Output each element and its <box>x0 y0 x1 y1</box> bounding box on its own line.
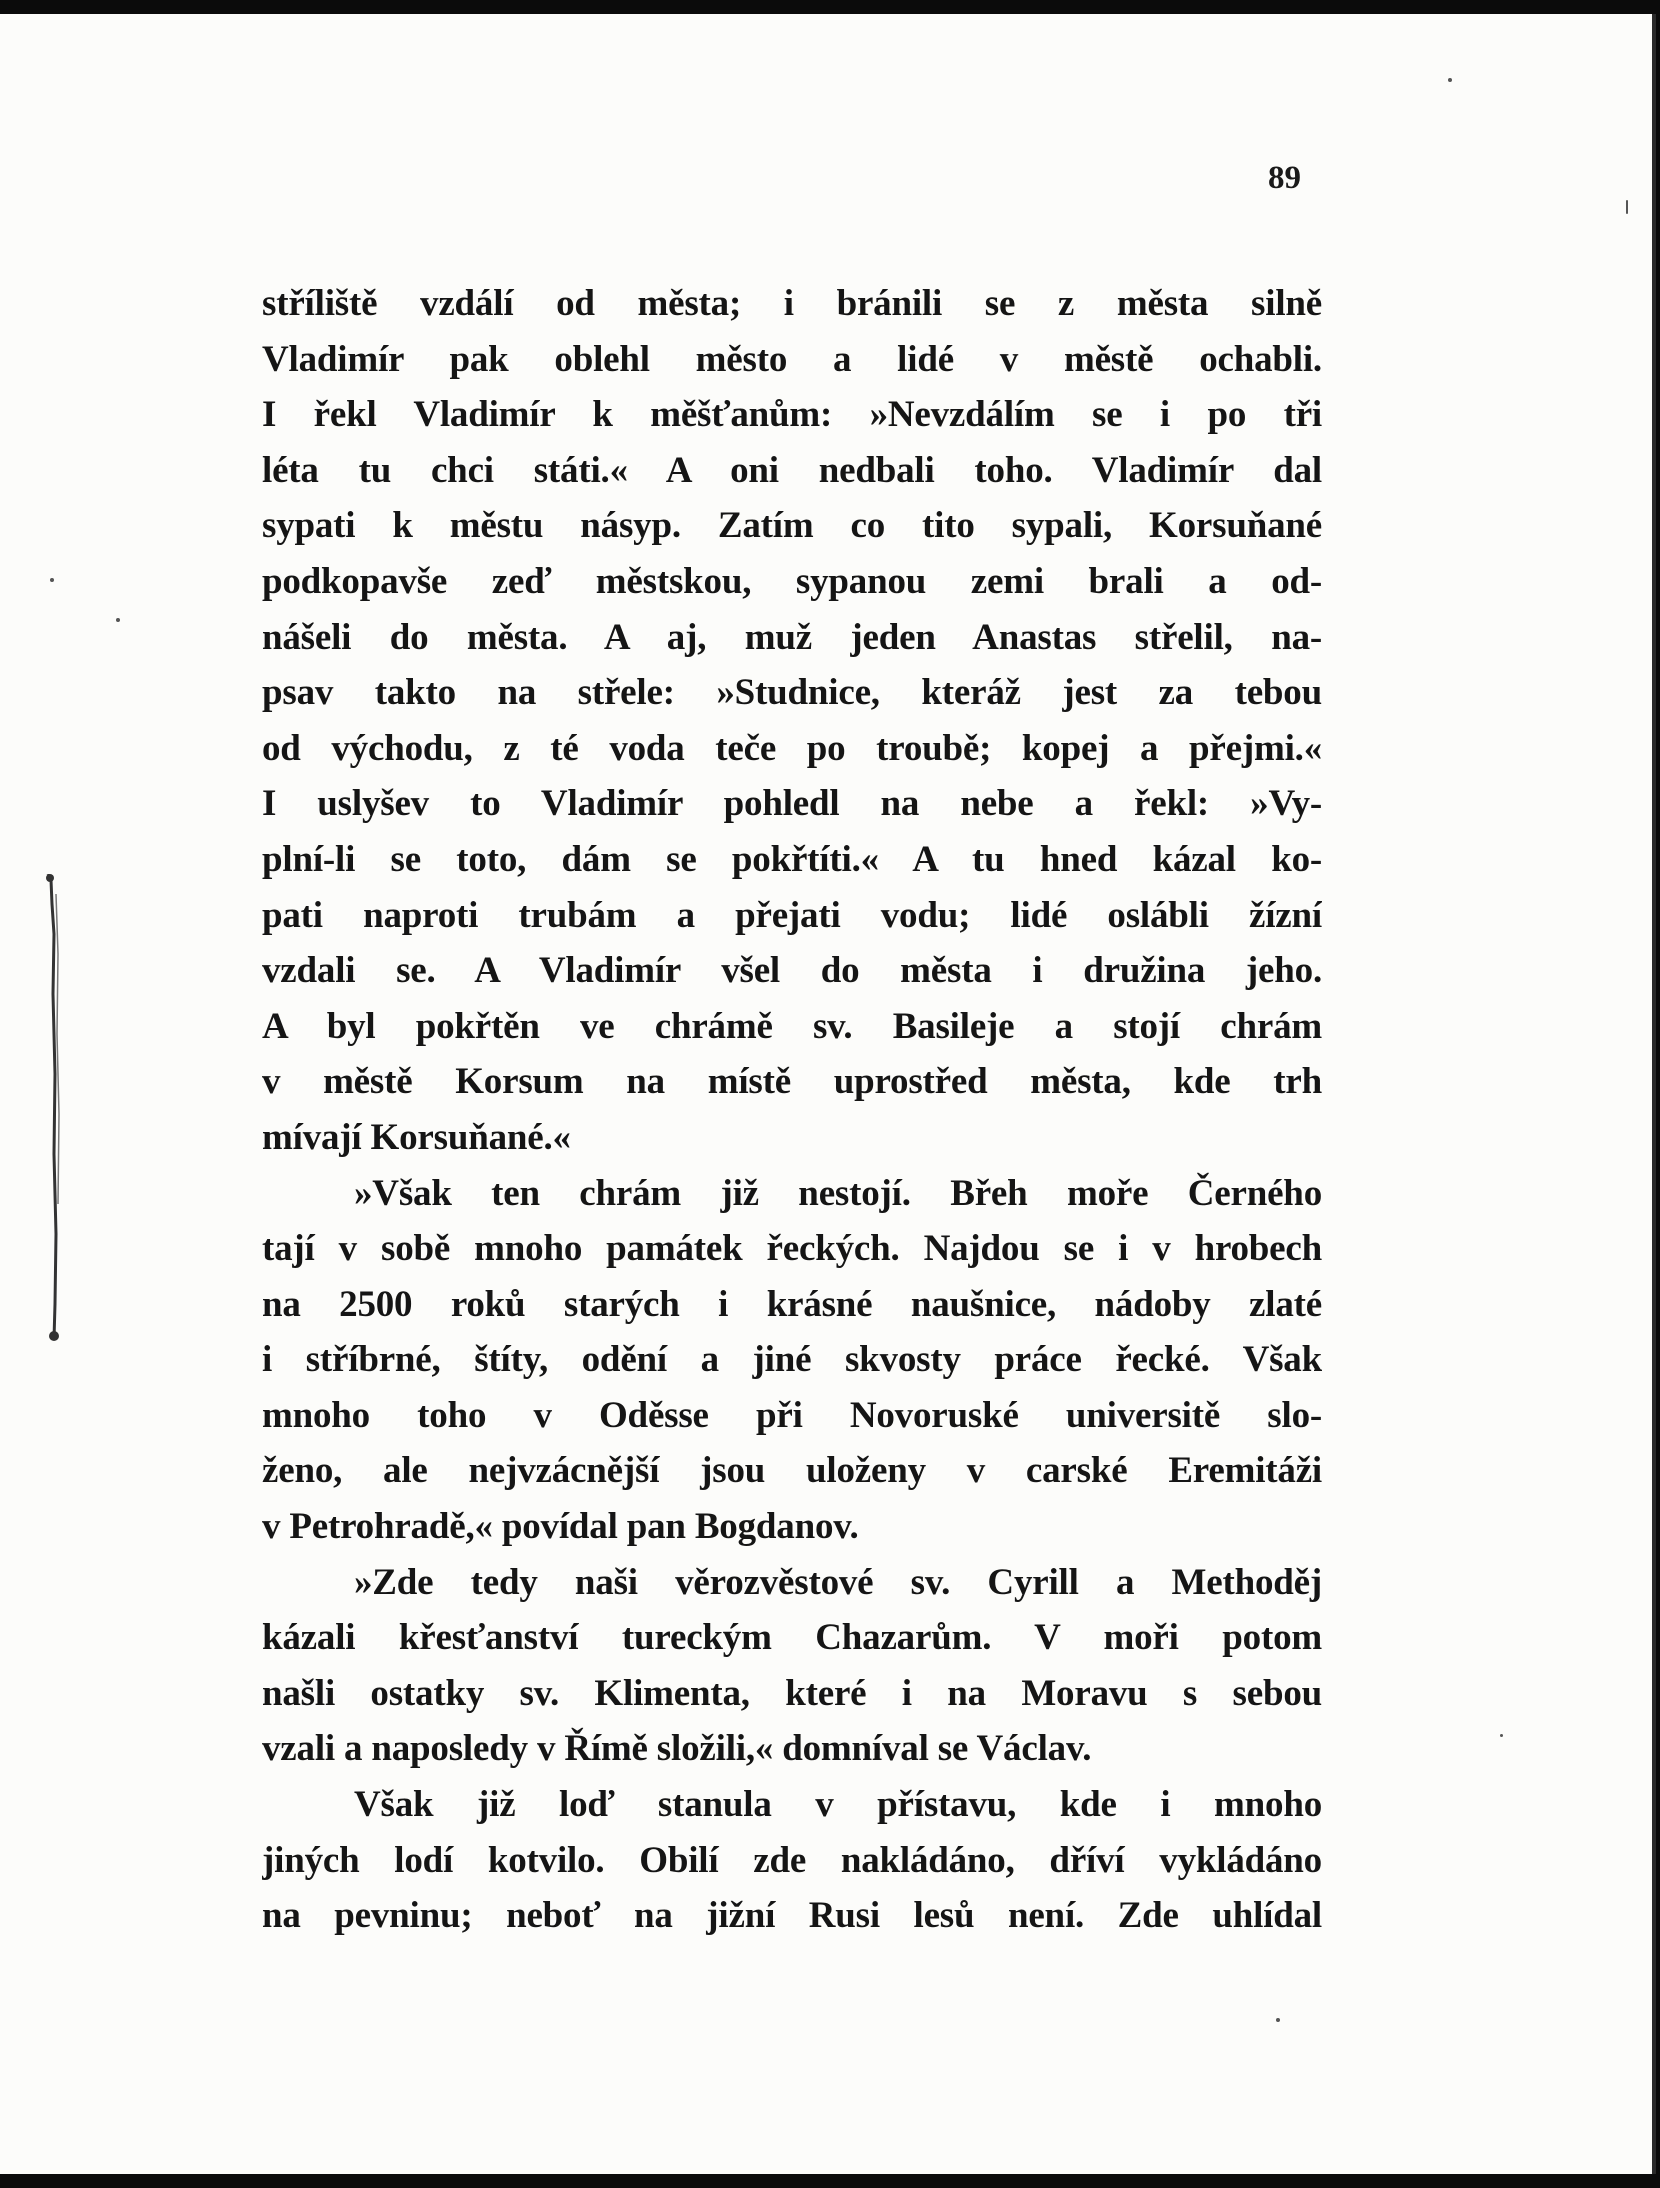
text-line: pati naproti trubám a přejati vodu; lidé oslábli žízní <box>262 894 1322 936</box>
text-line: »Však ten chrám již nestojí. Břeh moře Černého <box>354 1172 1322 1214</box>
text-line: vzali a naposledy v Římě složili,« domníval se Václav. <box>262 1728 1092 1770</box>
text-line: stříliště vzdálí od města; i bránili se z města silně <box>262 283 1322 324</box>
text-line: I řekl Vladimír k měšťanům: »Nevzdálím se i po tři <box>262 394 1322 436</box>
text-line: kázali křesťanství tureckým Chazarům. V moři potom <box>262 1617 1322 1659</box>
text-line: I uslyšev to Vladimír pohledl na nebe a řekl: »Vy- <box>262 783 1322 825</box>
text-line: mívají Korsuňané.« <box>262 1116 571 1158</box>
text-line: od východu, z té voda teče po troubě; kopej a přejmi.« <box>262 727 1322 769</box>
speck <box>1500 1734 1503 1737</box>
text-line: plní-li se toto, dám se pokřtíti.« A tu hned kázal ko- <box>262 838 1322 880</box>
text-line: podkopavše zeď městskou, sypanou zemi brali a od- <box>262 560 1322 602</box>
text-line: psav takto na střele: »Studnice, kteráž jest za tebou <box>262 672 1322 714</box>
text-line: v městě Korsum na místě uprostřed města, kde trh <box>262 1061 1322 1103</box>
text-line: Vladimír pak oblehl město a lidé v městě ochabli. <box>262 338 1322 380</box>
text-line: tají v sobě mnoho památek řeckých. Najdou se i v hrobech <box>262 1228 1322 1270</box>
text-line: léta tu chci státi.« A oni nedbali toho. Vladimír dal <box>262 449 1322 491</box>
speck <box>116 618 120 622</box>
text-line: Však již loď stanula v přístavu, kde i mnoho <box>354 1784 1322 1826</box>
text-line: našli ostatky sv. Klimenta, které i na Moravu s sebou <box>262 1672 1322 1714</box>
page-text <box>262 276 1322 1944</box>
text-line: A byl pokřtěn ve chrámě sv. Basileje a stojí chrám <box>262 1005 1322 1047</box>
text-line: sypati k městu násyp. Zatím co tito sypali, Korsuňané <box>262 505 1322 547</box>
speck <box>50 578 54 582</box>
text-line: vzdali se. A Vladimír všel do města i družina jeho. <box>262 950 1322 992</box>
text-line: jiných lodí kotvilo. Obilí zde nakládáno, dříví vykládáno <box>262 1839 1322 1881</box>
speck <box>1276 2018 1280 2022</box>
text-line: na pevninu; neboť na jižní Rusi lesů není. Zde uhlídal <box>262 1895 1322 1937</box>
text-line: »Zde tedy naši věrozvěstové sv. Cyrill a Methoděj <box>354 1561 1322 1603</box>
text-line: v Petrohradě,« povídal pan Bogdanov. <box>262 1506 859 1548</box>
speck <box>1626 200 1628 214</box>
page-number: 89 <box>1268 160 1301 196</box>
book-page <box>0 14 1656 2174</box>
speck <box>1448 78 1452 82</box>
text-line: nášeli do města. A aj, muž jeden Anastas střelil, na- <box>262 616 1322 658</box>
text-line: na 2500 roků starých i krásné naušnice, nádoby zlaté <box>262 1283 1322 1325</box>
text-line: mnoho toho v Oděsse při Novoruské universitě slo- <box>262 1394 1322 1436</box>
binding-mark <box>42 874 66 1344</box>
text-line: i stříbrné, štíty, odění a jiné skvosty práce řecké. Však <box>262 1339 1322 1381</box>
text-line: ženo, ale nejvzácnější jsou uloženy v carské Eremitáži <box>262 1450 1322 1492</box>
